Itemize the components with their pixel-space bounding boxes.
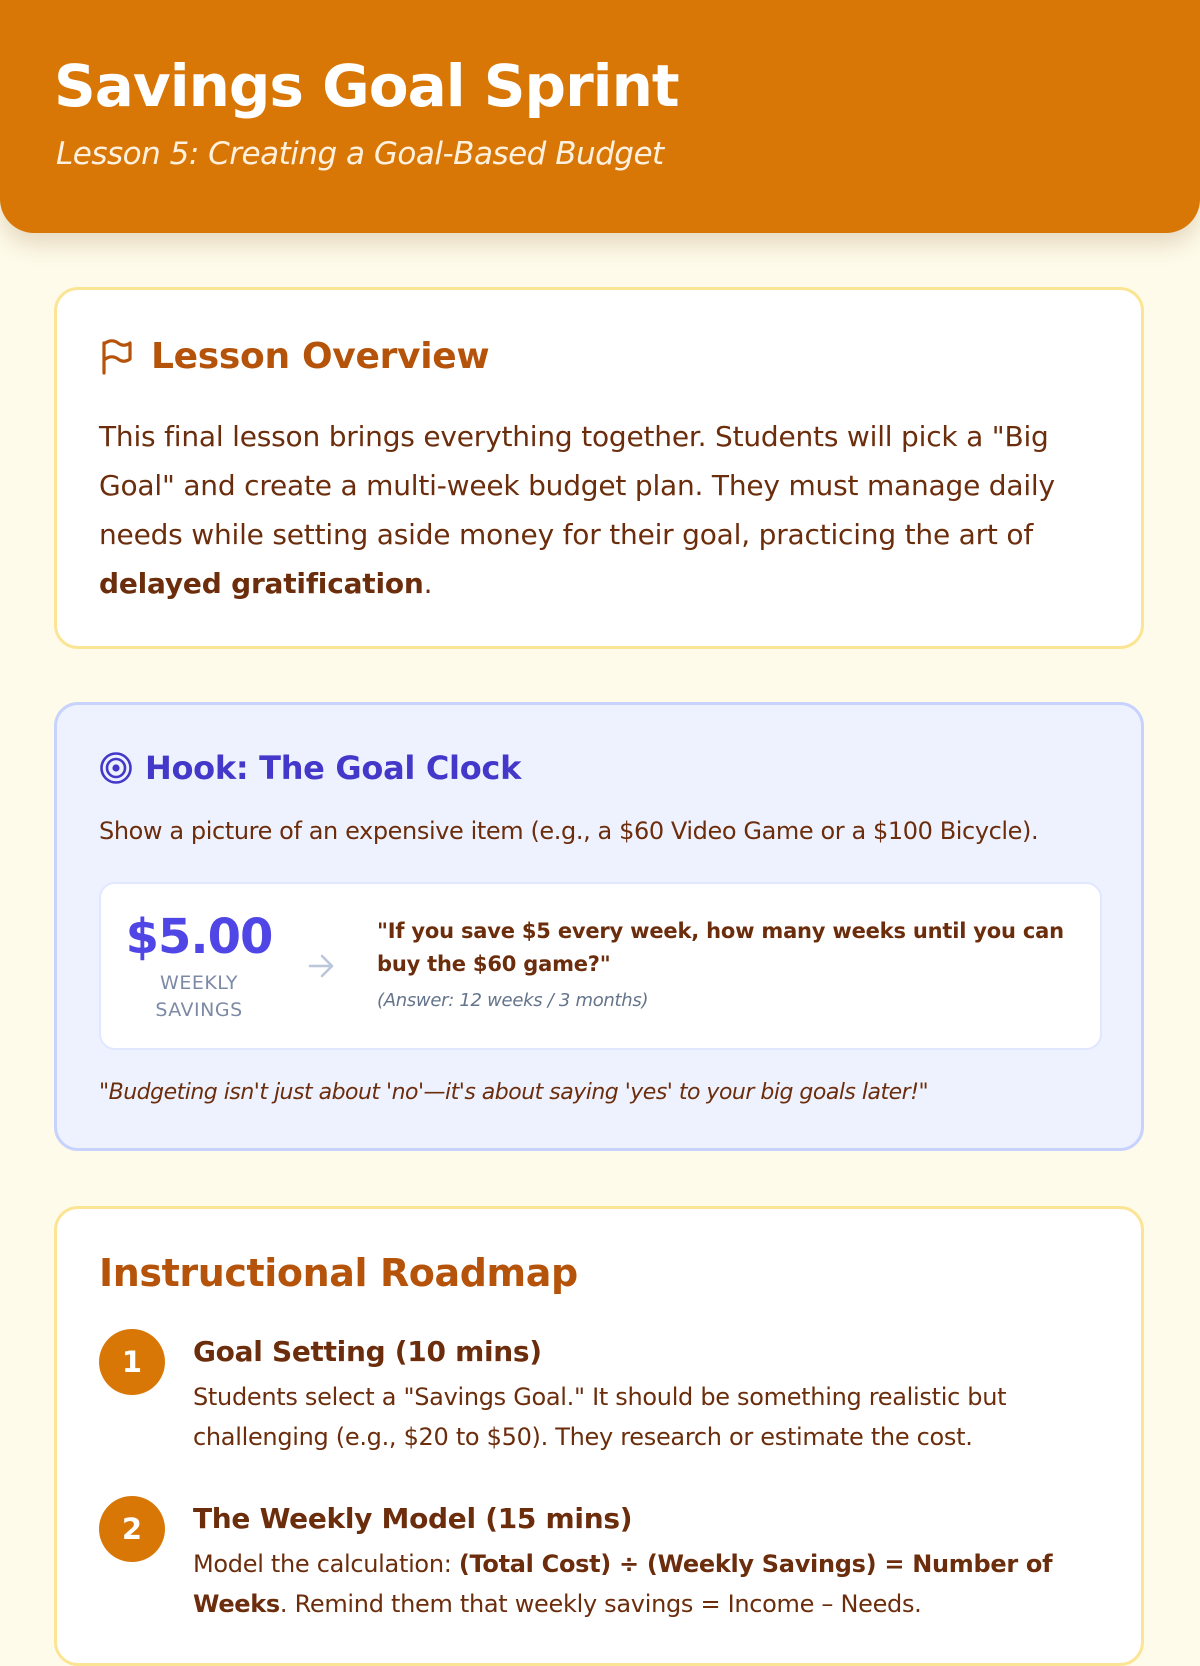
step-number-badge: 1 (99, 1329, 165, 1395)
overview-heading-text: Lesson Overview (151, 336, 490, 377)
step-desc-rest: . Remind them that weekly savings = Income – Needs. (279, 1590, 922, 1618)
hook-heading-text: Hook: The Goal Clock (145, 749, 522, 787)
step-description: Students select a "Savings Goal." It should be something realistic but challenging (e.g., $20 to $50). They research or estimate the cost. (193, 1383, 1007, 1451)
weekly-savings-amount: $5.00 (125, 909, 273, 965)
instructional-roadmap-card (54, 1206, 1144, 1666)
hook-intro-text: Show a picture of an expensive item (e.g., a $60 Video Game or a $100 Bicycle). (99, 817, 1039, 845)
page-header (0, 0, 1200, 233)
hook-answer: (Answer: 12 weeks / 3 months) (377, 990, 649, 1011)
hook-quote: "Budgeting isn't just about 'no'—it's about saying 'yes' to your big goals later!" (99, 1080, 929, 1105)
step-title: The Weekly Model (15 mins) (193, 1502, 633, 1535)
roadmap-title: Instructional Roadmap (99, 1251, 578, 1295)
overview-paragraph (99, 412, 1059, 608)
arrow-right-icon (307, 953, 335, 979)
lesson-overview-card (54, 287, 1144, 649)
overview-text-emphasis: delayed gratification (99, 567, 424, 600)
step-title: Goal Setting (10 mins) (193, 1335, 542, 1368)
hook-question: "If you save $5 every week, how many weeks until you can buy the $60 game?" (377, 919, 1064, 976)
page-title: Savings Goal Sprint (54, 52, 679, 120)
step-desc-intro: Model the calculation: (193, 1550, 459, 1578)
target-icon (99, 751, 133, 785)
overview-text-intro: This final lesson brings everything together. Students will pick a "Big Goal" and create a multi-week budget plan. They must manage daily needs while setting aside money for their goal, practicing the art of (99, 420, 1055, 551)
step-number-badge: 2 (99, 1496, 165, 1562)
goal-clock-box (99, 882, 1102, 1050)
hook-heading (99, 749, 521, 787)
lesson-subtitle: Lesson 5: Creating a Goal-Based Budget (56, 136, 664, 172)
hook-card (54, 702, 1144, 1151)
overview-text-end: . (423, 567, 433, 600)
step-desc-formula: (Total Cost) ÷ (Weekly Savings) = Number of Weeks (193, 1550, 1053, 1618)
flag-icon (99, 339, 133, 375)
step-description (193, 1544, 1083, 1624)
weekly-savings-label: WEEKLY SAVINGS (155, 972, 243, 1021)
overview-heading (99, 336, 489, 377)
